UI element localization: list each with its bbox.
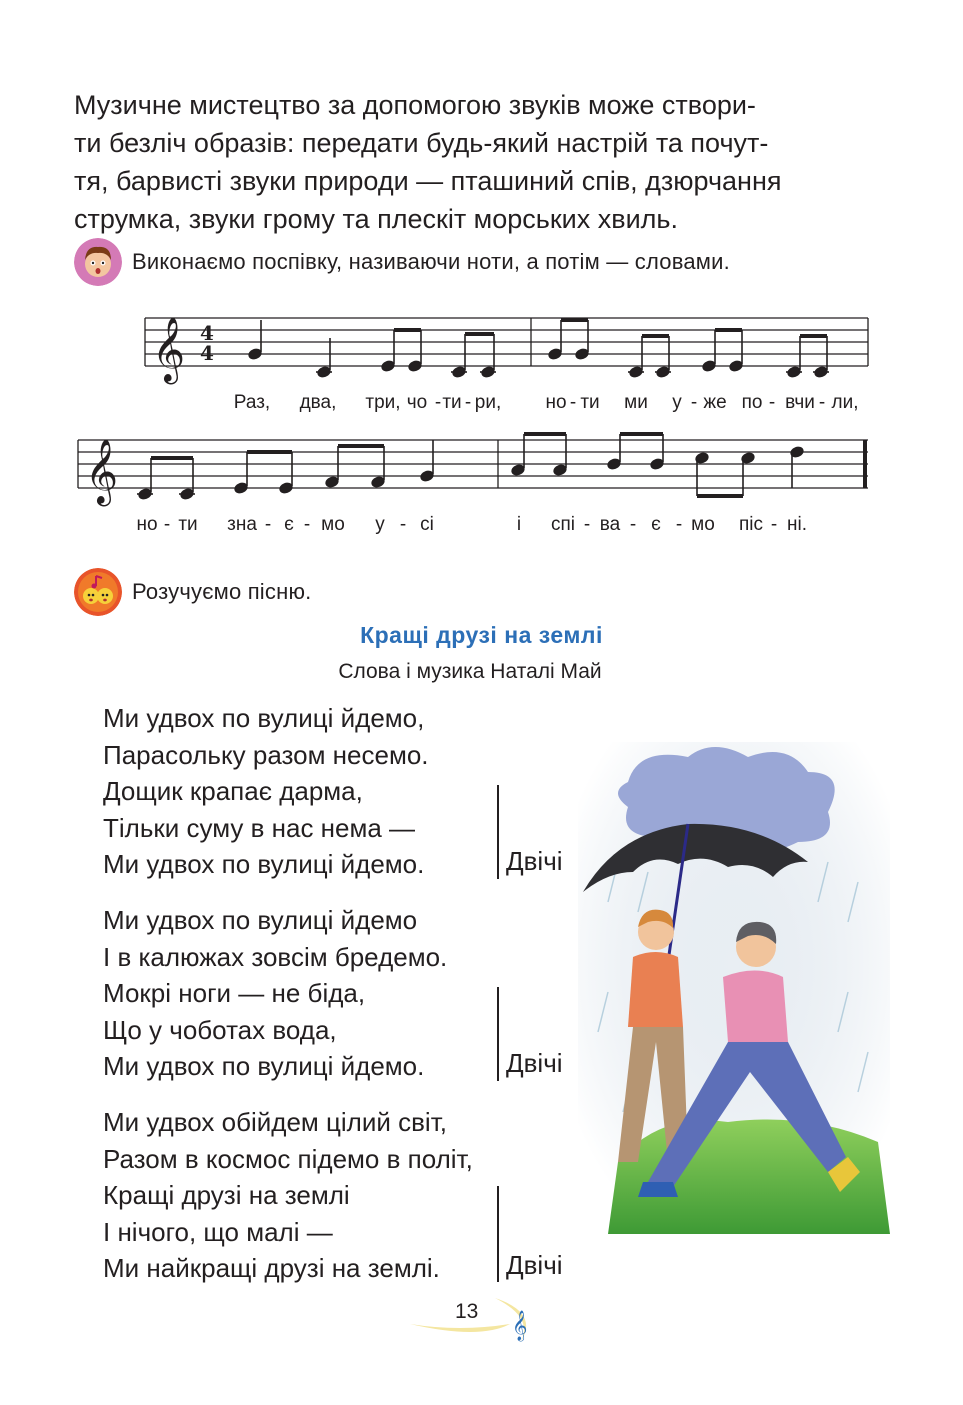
intro-paragraph <box>74 86 868 238</box>
task-learn-song <box>74 568 311 616</box>
verse-line: І нічого, що малі — <box>103 1216 333 1247</box>
lyric-syllable: спі <box>550 514 576 535</box>
lyric-syllable: у <box>672 392 682 413</box>
lyric-hyphen: - <box>399 514 407 535</box>
staff-2-lyrics <box>60 514 890 538</box>
lyric-hyphen: - <box>690 392 698 413</box>
lyric-syllable: ти <box>178 514 198 535</box>
page-number: 13 <box>455 1300 479 1323</box>
task-instruction: Виконаємо поспівку, називаючи ноти, а потім — словами. <box>132 249 730 274</box>
verse-line: Ми удвох по вулиці йдемо <box>103 905 418 935</box>
intro-line: Музичне мистецтво за допомогою звуків може створи- <box>74 90 756 120</box>
song-title: Кращі друзі на землі <box>360 622 603 648</box>
lyric-syllable: но <box>136 514 158 535</box>
verse-line: Ми найкращі друзі на землі. <box>103 1253 440 1283</box>
repeat-bracket <box>497 1186 499 1282</box>
lyric-hyphen: - <box>569 392 577 413</box>
lyric-syllable: мо <box>691 514 715 535</box>
lyric-syllable: но <box>545 392 567 413</box>
lyric-syllable: у <box>375 514 385 535</box>
verse-3 <box>103 1104 473 1287</box>
lyric-syllable: ли, <box>831 392 859 413</box>
repeat-label: Двічі <box>506 1048 563 1078</box>
lyric-syllable: і <box>516 514 522 535</box>
lyric-syllable: зна <box>227 514 257 535</box>
lyric-syllable: піс <box>738 514 764 535</box>
lyric-syllable: ри, <box>474 392 502 413</box>
time-signature-top: 4 <box>200 321 214 345</box>
singing-faces-icon <box>74 568 122 616</box>
lyric-syllable: два, <box>299 392 337 413</box>
intro-line: струмка, звуки грому та плескіт морських хвиль. <box>74 204 678 234</box>
repeat-label: Двічі <box>506 846 563 876</box>
repeat-bracket <box>497 987 499 1081</box>
lyric-syllable: мо <box>321 514 345 535</box>
lyric-syllable: Раз, <box>233 392 271 413</box>
verse-line: Кращі друзі на землі <box>103 1180 350 1210</box>
verse-line: Разом в космос підемо в політ, <box>103 1143 473 1174</box>
music-staff-2 <box>60 420 890 512</box>
intro-line: тя, барвисті звуки природи — пташиний спів, дзюрчання <box>74 166 782 196</box>
lyric-hyphen: - <box>675 514 683 535</box>
lyric-syllable: три, <box>365 392 401 413</box>
treble-clef-moon-icon <box>400 1288 560 1348</box>
lyric-hyphen: - <box>583 514 591 535</box>
verse-line: Ми удвох по вулиці йдемо. <box>103 1051 425 1081</box>
time-signature-bottom: 4 <box>200 341 214 365</box>
svg-text:𝄞: 𝄞 <box>512 1311 528 1341</box>
lyric-syllable: сі <box>420 514 434 535</box>
lyric-hyphen: - <box>464 392 472 413</box>
treble-clef-icon: 𝄞 <box>85 439 119 504</box>
verse-line: Що у чоботах вода, <box>103 1014 337 1045</box>
lyric-syllable: ти <box>580 392 600 413</box>
lyric-syllable: є <box>284 514 294 535</box>
staff-1-lyrics <box>60 392 890 416</box>
verse-line: Ми удвох обійдем цілий світ, <box>103 1107 447 1137</box>
lyric-syllable: чо <box>406 392 428 413</box>
lyric-hyphen: - <box>629 514 637 535</box>
lyric-hyphen: - <box>163 514 171 535</box>
lyric-syllable: ва <box>599 514 621 535</box>
repeat-bracket <box>497 785 499 879</box>
lyric-hyphen: - <box>768 392 776 413</box>
repeat-label: Двічі <box>506 1250 563 1280</box>
boy-face-icon <box>74 238 122 286</box>
music-staff-1 <box>60 300 890 390</box>
task-instruction: Розучуємо пісню. <box>132 579 312 604</box>
verse-line: І в калюжах зовсім бредемо. <box>103 941 448 972</box>
verse-line: Дощик крапає дарма, <box>103 776 363 806</box>
verse-line: Мокрі ноги — не біда, <box>103 978 366 1008</box>
verse-2 <box>103 902 447 1085</box>
lyric-syllable: ні. <box>787 514 807 535</box>
lyric-hyphen: - <box>264 514 272 535</box>
verse-line: Тільки суму в нас нема — <box>103 812 416 843</box>
boys-with-umbrella-in-rain-icon <box>578 742 890 1234</box>
verse-1 <box>103 700 429 883</box>
task-sing-exercise <box>74 238 730 286</box>
verse-line: Парасольку разом несемо. <box>103 739 429 770</box>
lyric-syllable: ми <box>624 392 648 413</box>
lyric-syllable: ти <box>442 392 462 413</box>
lyric-syllable: вчи <box>785 392 815 413</box>
lyric-hyphen: - <box>770 514 778 535</box>
lyric-hyphen: - <box>434 392 442 413</box>
song-credits: Слова і музика Наталі Май <box>338 660 602 683</box>
intro-line: ти безліч образів: передати будь-який настрій та почут- <box>74 128 769 158</box>
treble-clef-icon: 𝄞 <box>152 317 186 382</box>
verse-line: Ми удвох по вулиці йдемо, <box>103 703 425 733</box>
lyric-syllable: же <box>703 392 727 413</box>
lyric-hyphen: - <box>818 392 826 413</box>
lyric-hyphen: - <box>303 514 311 535</box>
lyric-syllable: є <box>651 514 661 535</box>
verse-line: Ми удвох по вулиці йдемо. <box>103 849 425 879</box>
lyric-syllable: по <box>741 392 763 413</box>
